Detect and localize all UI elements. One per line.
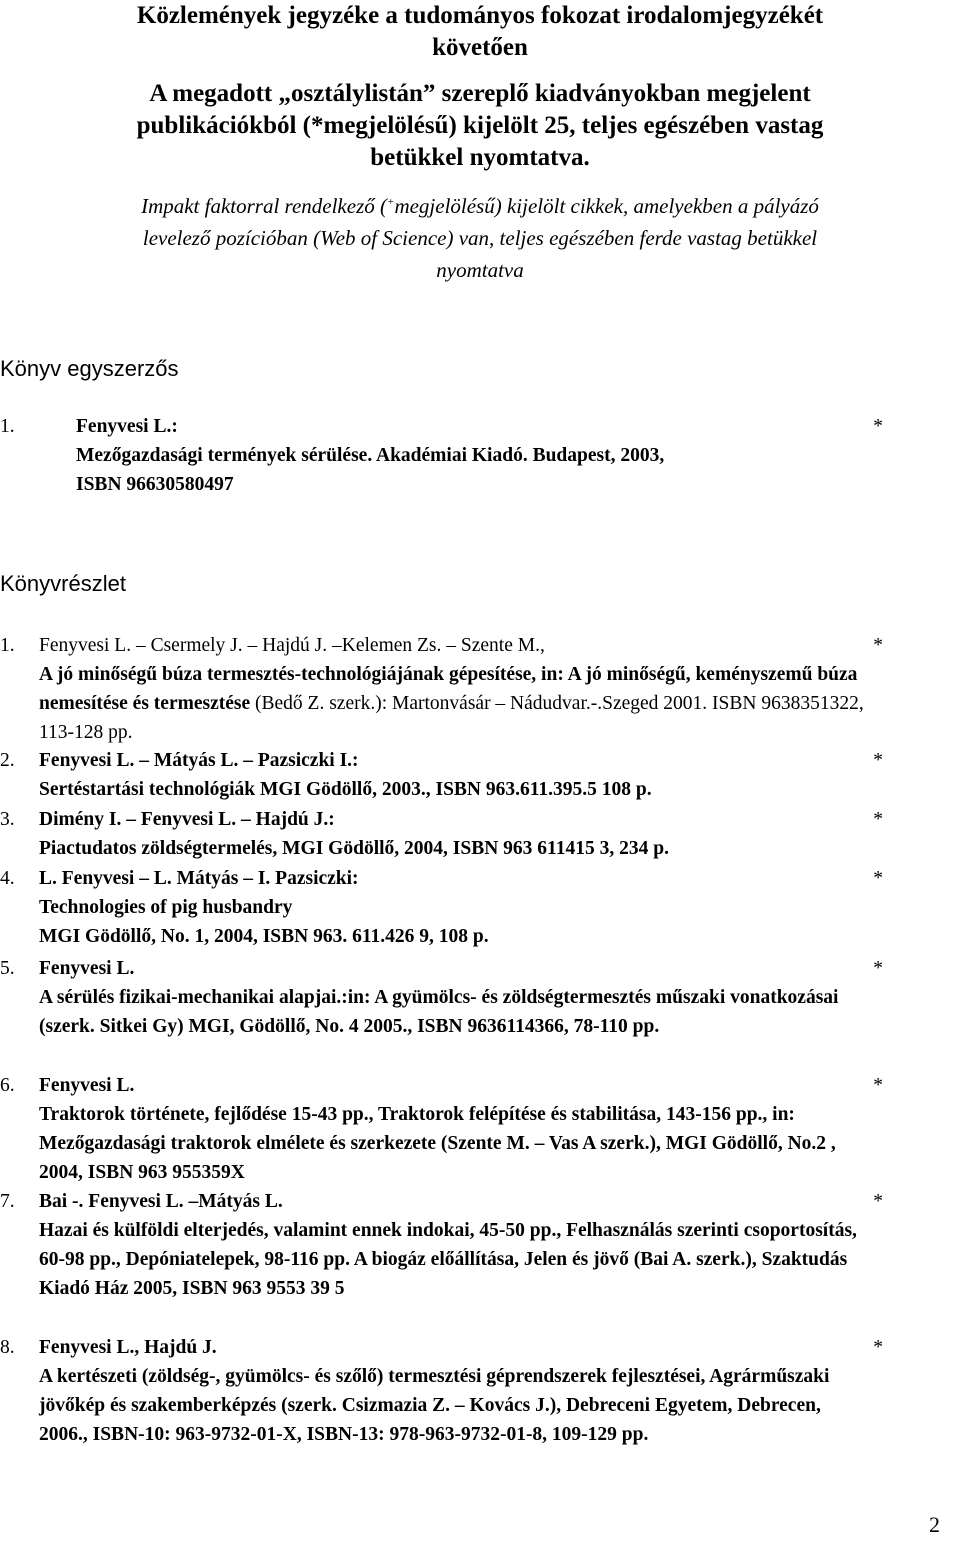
section-title-chapter: Könyvrészlet [0, 571, 126, 596]
entry-title: A jó minőségű búza termesztés-technológiájának gépesítése, in: A jó minőségű, keményszemű búza nemesítése és termesztése [39, 664, 858, 714]
star-mark: * [873, 1191, 883, 1212]
chapter-entry-2 [0, 746, 960, 804]
star-mark: * [873, 750, 883, 771]
entry-number: 5. [0, 958, 15, 979]
chapter-entry-7 [0, 1187, 960, 1303]
entry-details [39, 664, 864, 743]
star-mark: * [873, 635, 883, 656]
entry-title: A sérülés fizikai-mechanikai alapjai.:in: A gyümölcs- és zöldségtermesztés műszaki vonatkozásai (szerk. Sitkei Gy) MGI, Gödöllő, No. 4 2005., ISBN 9636114366, 78-110 pp. [39, 987, 839, 1037]
subtitle-line-1: A megadott „osztálylistán” szereplő kiadványokban megjelent [149, 80, 811, 107]
note-text-a: Impakt faktorral rendelkező ( [141, 194, 387, 218]
star-mark: * [873, 1075, 883, 1096]
entry-number: 3. [0, 809, 15, 830]
chapter-entry-3 [0, 805, 960, 863]
note-line-1 [0, 190, 960, 222]
impact-factor-note [0, 190, 960, 286]
subtitle-line-3: betükkel nyomtatva. [370, 144, 590, 171]
entry-title-line-2: ISBN 96630580497 [76, 474, 234, 495]
entry-title: Sertéstartási technológiák MGI Gödöllő, 2003., ISBN 963.611.395.5 108 p. [39, 779, 652, 800]
star-mark: * [873, 809, 883, 830]
note-sup: + [387, 196, 395, 208]
entry-authors: Fenyvesi L. – Csermely J. – Hajdú J. –Kelemen Zs. – Szente M., [39, 635, 545, 656]
entry-authors: Fenyvesi L. [39, 1075, 135, 1096]
entry-authors: Bai -. Fenyvesi L. –Mátyás L. [39, 1191, 283, 1212]
entry-authors: L. Fenyvesi – L. Mátyás – I. Pazsiczki: [39, 868, 359, 889]
entry-number: 8. [0, 1337, 15, 1358]
title-line-2: követően [432, 34, 528, 61]
entry-title: Hazai és külföldi elterjedés, valamint ennek indokai, 45-50 pp., Felhasználás szerinti csoportosítás, 60-98 pp., Depóniatelepek, 98-116 pp. A biogáz előállítása, Jelen és jövő (Bai A. szerk.), Szaktudás Kiadó Ház 2005, ISBN 963 9553 39 5 [39, 1220, 857, 1299]
star-mark: * [873, 1337, 883, 1358]
entry-publication: MGI Gödöllő, No. 1, 2004, ISBN 963. 611.426 9, 108 p. [39, 926, 489, 947]
chapter-entry-4 [0, 864, 960, 951]
entry-publication: (Bedő Z. szerk.): Martonvásár – Nádudvar.-.Szeged 2001. ISBN 9638351322, 113-128 pp. [39, 693, 864, 743]
subtitle-line-2: publikációkból (*megjelölésű) kijelölt 25, teljes egészében vastag [136, 112, 824, 139]
entry-number: 1. [0, 635, 15, 656]
entry-authors: Fenyvesi L., Hajdú J. [39, 1337, 217, 1358]
entry-title: Traktorok története, fejlődése 15-43 pp., Traktorok felépítése és stabilitása, 143-156 pp., in: Mezőgazdasági traktorok elmélete és szerkezete (Szente M. – Vas A szerk.), MGI Gödöllő, No.2 , 2004, ISBN 963 955359X [39, 1104, 836, 1183]
note-text-b: megjelölésű) kijelölt cikkek, amelyekben a pályázó [394, 194, 819, 218]
entry-number: 7. [0, 1191, 15, 1212]
section-title-book: Könyv egyszerzős [0, 356, 179, 381]
page-number: 2 [929, 1512, 940, 1537]
chapter-entry-6 [0, 1071, 960, 1187]
entry-title: Technologies of pig husbandry [39, 897, 293, 918]
entry-number: 1. [0, 416, 15, 437]
entry-number: 2. [0, 750, 15, 771]
star-mark: * [873, 868, 883, 889]
entry-authors: Dimény I. – Fenyvesi L. – Hajdú J.: [39, 809, 335, 830]
star-mark: * [873, 416, 883, 437]
entry-title-line-1: Mezőgazdasági termények sérülése. Akadémiai Kiadó. Budapest, 2003, [76, 445, 665, 466]
entry-authors: Fenyvesi L.: [76, 416, 178, 437]
entry-title: A kertészeti (zöldség-, gyümölcs- és szőlő) termesztési géprendszerek fejlesztései, Agrárműszaki jövőkép és szakemberképzés (szerk. Csizmazia Z. – Kovács J.), Debreceni Egyetem, Debrecen, 2006., ISBN-10: 963-9732-01-X, ISBN-13: 978-963-9732-01-8, 109-129 pp. [39, 1366, 830, 1445]
entry-authors: Fenyvesi L. – Mátyás L. – Pazsiczki I.: [39, 750, 359, 771]
book-entry [0, 412, 960, 499]
star-mark: * [873, 958, 883, 979]
chapter-entry-1 [0, 631, 960, 747]
chapter-entry-5 [0, 954, 960, 1041]
note-line-3: nyomtatva [436, 258, 524, 282]
entry-authors: Fenyvesi L. [39, 958, 135, 979]
document-subtitle [0, 78, 960, 174]
title-line-1: Közlemények jegyzéke a tudományos fokozat irodalomjegyzékét [136, 2, 824, 29]
chapter-entry-8 [0, 1333, 960, 1449]
entry-number: 4. [0, 868, 15, 889]
document-title [0, 0, 960, 64]
entry-title: Piactudatos zöldségtermelés, MGI Gödöllő, 2004, ISBN 963 611415 3, 234 p. [39, 838, 669, 859]
note-line-2: levelező pozícióban (Web of Science) van, teljes egészében ferde vastag betükkel [142, 226, 818, 250]
entry-number: 6. [0, 1075, 15, 1096]
